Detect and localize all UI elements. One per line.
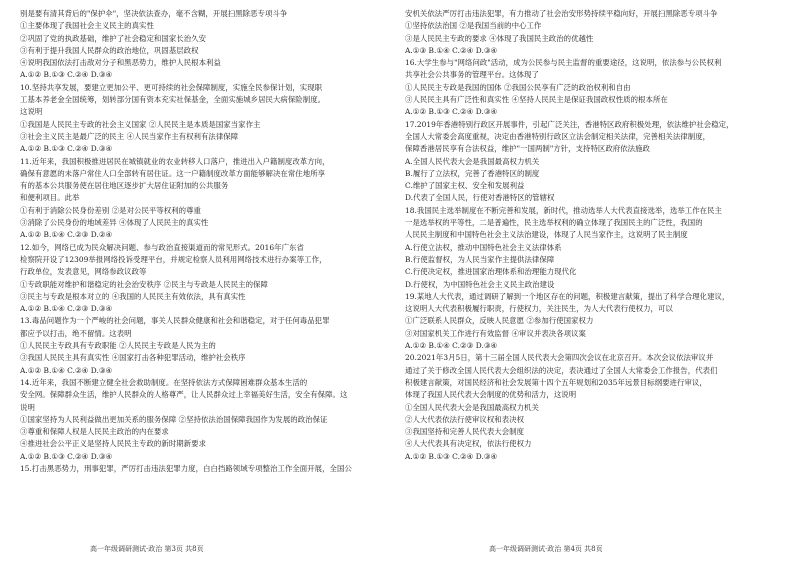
right-page-footer: 高一年级调研测试·政治 第4页 共8页 — [489, 545, 603, 553]
text-line: A.①③ B.①④ C.②④ D.③④ — [405, 45, 498, 55]
text-line: ②人大代表依法行使审议权和表决权 — [405, 414, 525, 424]
text-line: 安机关依法严厉打击违法犯罪，有力推动了社会治安形势持续平稳向好，开展扫黑除恶专项斗争 — [405, 9, 718, 18]
text-line: 这说明人大代表积极履行职责，行使权力，关注民生，为人大代表行使权力，可以 — [405, 304, 673, 314]
text-line: ③是人民民主专政的要求 ④体现了我国民主政治的优越性 — [405, 33, 594, 43]
text-line: ①主要体现了我国社会主义民主的真实性 — [20, 21, 154, 31]
text-line: A.①② B.①④ C.②③ D.②④ — [20, 230, 113, 240]
text-line: ①广泛联系人民群众，反映人民意愿 ②参加行使国家权力 — [405, 316, 594, 326]
text-line: D.代表了全国人民，行使对香港特区的管辖权 — [405, 193, 555, 203]
text-line: 积极建言献策，对国民经济和社会发展第十四个五年规划和2035年远景目标纲要进行审议， — [405, 377, 707, 387]
text-line: ①专政职能对维护和谐稳定的社会治安秩序 ②民主与专政是人民民主的保障 — [20, 279, 268, 289]
text-line: D.行使权，为中国特色社会主义民主政治建设 — [405, 279, 555, 289]
text-line: 别是要有清其背后的"保护伞"，坚决依法查办，毫不含糊，开展扫黑除恶专项斗争 — [20, 9, 288, 18]
text-line: ③我国坚持和完善人民代表大会制度 — [405, 427, 525, 437]
text-line: B.行使监督权，为人民当家作主提供法律保障 — [405, 254, 555, 264]
text-line: ②巩固了党的执政基础，维护了社会稳定和国家长治久安 — [20, 33, 207, 43]
text-line: 安全网。保障群众生活，维护人民群众的人格尊严，让人民群众过上幸福美好生活，安全有保障。这 — [20, 390, 348, 400]
text-line: 13.毒品问题作为一个严峻的社会问题，事关人民群众健康和社会和谐稳定，对于任何毒品犯罪 — [20, 316, 330, 326]
text-line: 全国人大常委会高度重视，决定由香港特别行政区立法会制定相关法律，完善相关法律制度， — [405, 131, 711, 141]
left-page-content — [20, 8, 387, 475]
text-line: A.①② B.①④ C.②③ D.③④ — [20, 304, 113, 314]
text-line: 10.坚持共享发展，要建立更加公平、更可持续的社会保障制度，实施全民参保计划，实现职 — [20, 82, 323, 92]
text-line: A.①② B.①③ C.②④ D.③④ — [20, 70, 113, 80]
text-line: 有的基本公共服务使在居住地区逐步扩大居住证附加的公共服务 — [20, 181, 229, 191]
text-line: ③尊重和保障人权是人民民主政治的内在要求 — [20, 427, 169, 437]
text-line: 一是选举权的平等性，二是普遍性，民主选举权利的确立体现了我国民主的广泛性，我国的 — [405, 218, 703, 228]
text-line: ①国家坚持为人民利益做出更加关系的服务保障 ②坚持依法治国保障我国作为发展的政治保证 — [20, 414, 328, 424]
text-line: 确保有意愿的未落户常住人口全部转有居住证。这一户籍制度改革方面能够解决在常住地所享 — [20, 168, 326, 178]
text-line: 人民民主制度和中国特色社会主义法治建设，体现了人民当家作主，这说明了民主制度 — [405, 230, 688, 240]
text-line: 19.某地人大代表，通过调研了解到一个地区存在的问题，积极建言献策，提出了科学合理化建议， — [405, 291, 730, 301]
text-line: ①全国人民代表大会是我国最高权力机关 — [405, 402, 539, 412]
text-line: C.维护了国家主权、安全和发展利益 — [405, 181, 525, 191]
text-line: 体现了我国人民代表大会制度的优势和活力，这说明 — [405, 390, 577, 400]
text-line: A.①② B.①③ C.②④ D.③④ — [405, 451, 498, 461]
text-line: ①有利于消除公民身份差别 ②是对公民平等权利的尊重 — [20, 205, 201, 215]
text-line: A.①② B.①③ C.②④ D.③④ — [405, 107, 498, 117]
text-line: A.行使立法权，推动中国特色社会主义法律体系 — [405, 242, 562, 252]
text-line: ④人大代表具有决定权，依法行使权力 — [405, 439, 532, 449]
text-line: ③有利于提升我国人民群众的政治地位，巩固基层政权 — [20, 45, 199, 55]
text-line: 14.近年来，我国不断建立健全社会救助制度。在坚持依法方式保障困难群众基本生活的 — [20, 377, 308, 387]
text-line: ③消除了公民身份的地域差异 ④体现了人民民主的真实性 — [20, 218, 209, 228]
text-line: 16.大学生参与"网络问政"活动，成为公民参与民主监督的重要途径，这说明，依法参与公民权利 — [405, 58, 722, 68]
text-line: 11.近年来，我国积极推进居民在城镇就业的农业转移人口落户，推进出入户籍制度改革方向， — [20, 156, 330, 166]
text-line: 通过了关于修改全国人民代表大会组织法的决定，表决通过了全国人大常委会工作报告，代表们 — [405, 365, 718, 375]
text-line: ③人民民主具有广泛性和真实性 ④坚持人民民主是保证我国政权性质的根本所在 — [405, 95, 668, 105]
text-line: ①人民民主专政具有专政职能 ②人民民主专政是人民为主的 — [20, 341, 216, 351]
text-line: A.①② B.①③ C.②④ D.③④ — [20, 144, 113, 154]
text-line: 工基本养老金全国统筹，划转部分国有资本充实社保基金，全面实施城乡居民大病保险制度。 — [20, 95, 326, 105]
text-line: ③社会主义民主是最广泛的民主 ④人民当家作主有权利有法律保障 — [20, 131, 239, 141]
text-line: A.全国人民代表大会是我国最高权力机关 — [405, 156, 540, 166]
text-line: 20.2021年3月5日，第十三届全国人民代表大会第四次会议在北京召开。本次会议依法审议并 — [405, 353, 714, 363]
text-line: 检察院开设了12309举报网络投诉受理平台，并规定检察人员利用网络技术进行办案等工作， — [20, 254, 327, 264]
text-line: C.行使决定权，推进国家治理体系和治理能力现代化 — [405, 267, 577, 277]
text-line: 保障香港居民享有合法权益，维护"一国两制"方针，支持特区政府依法施政 — [405, 144, 651, 154]
text-line: B.履行了立法权，完善了香港特区的制度 — [405, 168, 540, 178]
text-line: ③我国人民民主具有真实性 ④国家打击各种犯罪活动，维护社会秩序 — [20, 353, 246, 363]
text-line: ①坚持依法治国 ②是我国当前的中心工作 — [405, 21, 542, 31]
text-line: ①我国是人民民主专政的社会主义国家 ②人民民主是本质是国家当家作主 — [20, 119, 261, 129]
text-line: 和便利项目。此举 — [20, 193, 80, 203]
right-page — [397, 0, 794, 564]
text-line: A.①② B.①④ C.②③ D.③④ — [405, 341, 498, 351]
text-line: 18.我国民主选举制度在不断完善和发展，新时代，推动选举人大代表直接选举，选举工作在民主 — [405, 205, 722, 215]
text-line: 说明 — [20, 402, 35, 412]
text-line: 17.2019年香港特别行政区开展事件，引起广泛关注，香港特区政府积极处理，依法维护社会稳定， — [405, 119, 734, 129]
text-line: 共享社会公共事务的管理平台。这体现了 — [405, 70, 539, 80]
text-line: A.①② B.①③ C.②④ D.③④ — [20, 451, 113, 461]
left-page-footer: 高一年级调研测试·政治 第3页 共8页 — [90, 545, 204, 553]
text-line: A.①② B.①④ C.②④ D.③④ — [20, 365, 113, 375]
text-line: ④说明我国依法打击敌对分子和黑恶势力，维护人民根本利益 — [20, 58, 221, 68]
text-line: 15.打击黑恶势力，刑事犯罪，严厉打击违法犯罪力度，白白挡路领域专项整治工作全面开展，全国公 — [20, 463, 352, 473]
text-line: 行政单位，发表意见，网络参政议政等 — [20, 267, 147, 277]
right-page-content — [405, 8, 772, 463]
text-line: 都应予以打击，绝不留情。这表明 — [20, 328, 132, 338]
text-line: ③民主与专政是根本对立的 ④我国的人民民主有效依法，具有真实性 — [20, 291, 246, 301]
text-line: 这说明 — [20, 107, 43, 117]
text-line: 12.如今，网络已成为民众解决问题、参与政治直接渠道而的常见形式。2016年广东省 — [20, 242, 304, 252]
text-line: ①人民民主专政是我国的国体 ②我国公民享有广泛的政治权利和自由 — [405, 82, 631, 92]
text-line: ③对国家机关工作进行有效监督 ④审议并表决各项议案 — [405, 328, 586, 338]
text-line: ④推进社会公平正义是坚持人民民主专政的新时期新要求 — [20, 439, 207, 449]
